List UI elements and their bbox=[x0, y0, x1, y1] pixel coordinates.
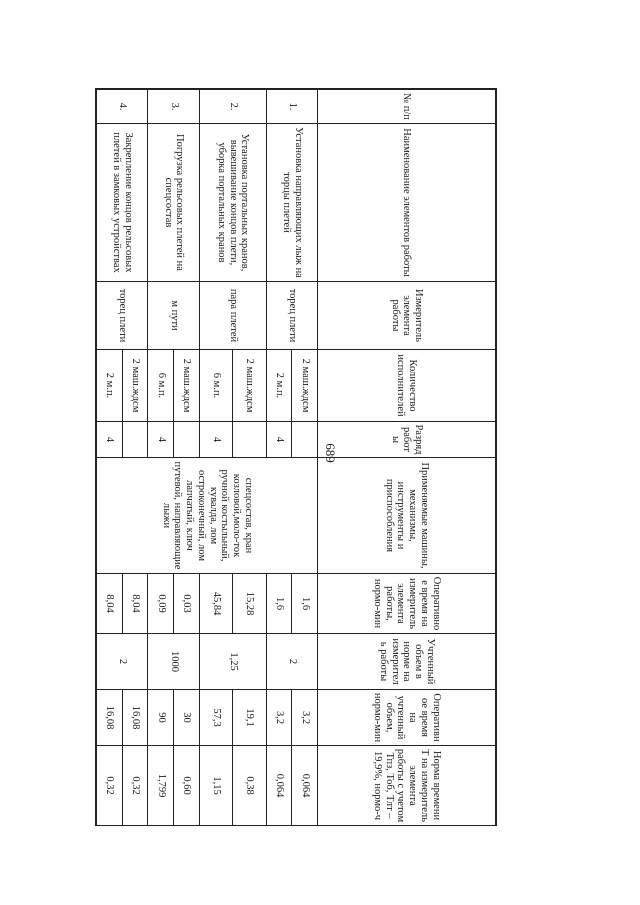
norm-volume: 1,25 bbox=[199, 634, 266, 690]
norm-time: 0,32 bbox=[97, 746, 123, 826]
op-time-per-unit: 0,03 bbox=[174, 574, 200, 634]
work-unit: пара плетей bbox=[199, 282, 266, 350]
norm-time: 0,064 bbox=[266, 746, 292, 826]
page-number: 689 bbox=[323, 443, 338, 463]
work-grade bbox=[122, 422, 148, 458]
header-op-time-unit: Оперативное время на измеритель элемента работы, нормо-мин bbox=[318, 574, 496, 634]
work-element-name: Установка портальных кранов, вывешивание концов плети, уборка портальных кранов bbox=[199, 124, 266, 282]
work-unit: торец плети bbox=[266, 282, 317, 350]
header-volume: Учтенный объем в норме на измеритель работы bbox=[318, 634, 496, 690]
norm-time: 1,799 bbox=[148, 746, 174, 826]
norm-time: 0,38 bbox=[233, 746, 266, 826]
op-time-per-unit: 15,28 bbox=[233, 574, 266, 634]
header-name: Наименование элементов работы bbox=[318, 124, 496, 282]
norm-volume: 2 bbox=[97, 634, 149, 690]
header-num: № п/п bbox=[318, 90, 496, 124]
work-grade: 4 bbox=[148, 422, 174, 458]
op-time-total: 16,08 bbox=[97, 690, 123, 746]
op-time-total: 30 bbox=[174, 690, 200, 746]
performers-count: 2 маш.ждсм bbox=[292, 350, 318, 422]
work-unit: торец плети bbox=[97, 282, 149, 350]
op-time-per-unit: 45,84 bbox=[199, 574, 232, 634]
performers-count: 2 маш.ждсм bbox=[122, 350, 148, 422]
header-row bbox=[318, 90, 496, 826]
header-equipment: Применяемые машины, механизмы, инструменты и приспособления bbox=[318, 458, 496, 574]
op-time-total: 90 bbox=[148, 690, 174, 746]
work-grade bbox=[292, 422, 318, 458]
op-time-total: 16,08 bbox=[122, 690, 148, 746]
header-op-time-total: Оперативное время на учтенный объем, нормо-мин bbox=[318, 690, 496, 746]
equipment-list: спецсостав, кран козловой,моло-ток ручной костыльный, кувалда, лом остроконечный, лом лапчатый, ключ путевой, направляющие лыжи bbox=[97, 458, 318, 574]
norms-table-frame bbox=[95, 88, 497, 826]
op-time-total: 3,2 bbox=[292, 690, 318, 746]
norm-time: 0,064 bbox=[292, 746, 318, 826]
norm-volume: 2 bbox=[266, 634, 317, 690]
op-time-total: 57,3 bbox=[199, 690, 232, 746]
work-unit: м пути bbox=[148, 282, 199, 350]
norm-time: 1,15 bbox=[199, 746, 232, 826]
row-number: 1. bbox=[266, 90, 317, 124]
work-element-name: Установка направляющих лыж на торцы плетей bbox=[266, 124, 317, 282]
performers-count: 6 м.п. bbox=[148, 350, 174, 422]
header-norm-time: Норма времени Т на измеритель элемента работы с учетом Тпз, Тоб, Тлт – 19,9%, нормо-ч bbox=[318, 746, 496, 826]
op-time-per-unit: 0,09 bbox=[148, 574, 174, 634]
table-row bbox=[292, 90, 318, 826]
row-number: 4. bbox=[97, 90, 149, 124]
op-time-total: 19,1 bbox=[233, 690, 266, 746]
performers-count: 6 м.п. bbox=[199, 350, 232, 422]
norm-time: 0,32 bbox=[122, 746, 148, 826]
performers-count: 2 маш.ждсм bbox=[174, 350, 200, 422]
op-time-per-unit: 1,6 bbox=[266, 574, 292, 634]
op-time-per-unit: 8,04 bbox=[122, 574, 148, 634]
op-time-per-unit: 1,6 bbox=[292, 574, 318, 634]
work-grade: 4 bbox=[266, 422, 292, 458]
performers-count: 2 м.п. bbox=[97, 350, 123, 422]
labor-norms-table bbox=[96, 89, 496, 826]
work-grade: 4 bbox=[97, 422, 123, 458]
header-count: Количество исполнителей bbox=[318, 350, 496, 422]
header-unit: Измеритель элемента работы bbox=[318, 282, 496, 350]
work-grade: 4 bbox=[199, 422, 232, 458]
performers-count: 2 м.п. bbox=[266, 350, 292, 422]
op-time-per-unit: 8,04 bbox=[97, 574, 123, 634]
work-element-name: Закрепление концов рельсовых плетей в замковых устройствах bbox=[97, 124, 149, 282]
row-number: 3. bbox=[148, 90, 199, 124]
row-number: 2. bbox=[199, 90, 266, 124]
work-grade bbox=[174, 422, 200, 458]
op-time-total: 3,2 bbox=[266, 690, 292, 746]
norm-volume: 1000 bbox=[148, 634, 199, 690]
header-grade: Разряд работы bbox=[318, 422, 496, 458]
performers-count: 2 маш.ждсм bbox=[233, 350, 266, 422]
work-element-name: Погрузка рельсовых плетей на спецсостав bbox=[148, 124, 199, 282]
norm-time: 0,60 bbox=[174, 746, 200, 826]
work-grade bbox=[233, 422, 266, 458]
rotated-table-container bbox=[96, 89, 496, 825]
